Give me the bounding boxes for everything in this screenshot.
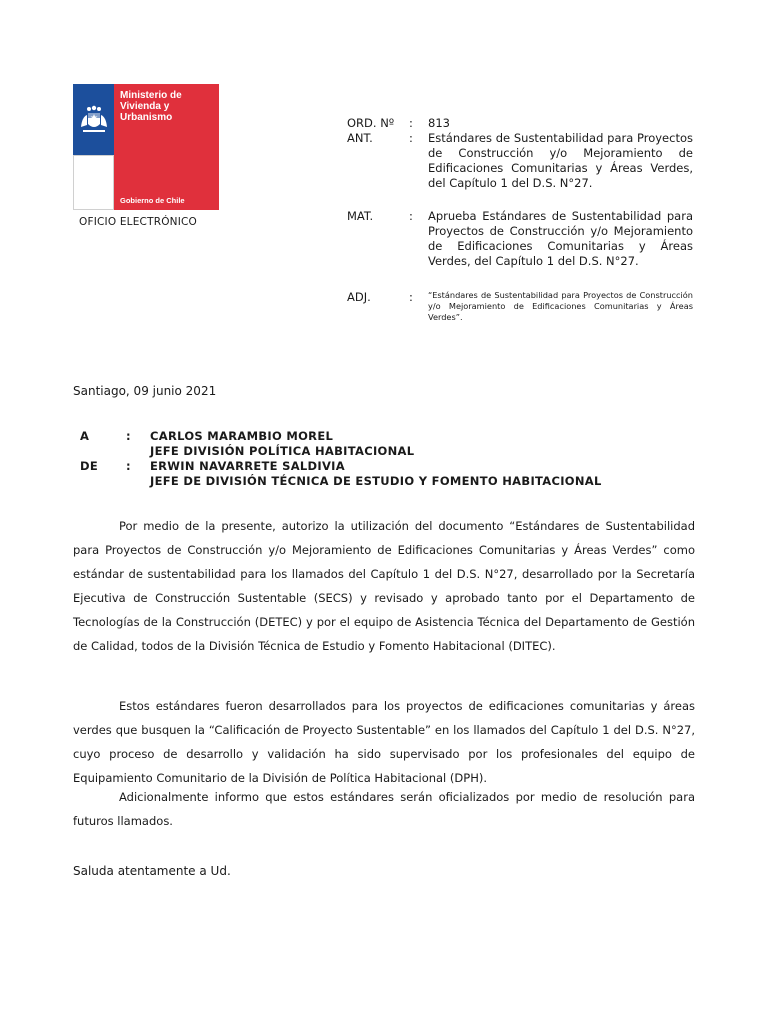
reference-separator: :	[409, 290, 413, 304]
reference-key: MAT.	[347, 209, 374, 223]
logo-blue-block	[73, 84, 114, 155]
document-type-label: OFICIO ELECTRÓNICO	[79, 216, 198, 228]
reference-key: ANT.	[347, 131, 373, 145]
logo-government-name: Gobierno de Chile	[120, 196, 185, 205]
addressee-key: A	[80, 429, 90, 443]
addressee-from	[80, 459, 602, 489]
reference-key: ADJ.	[347, 290, 371, 304]
addressee-role: JEFE DE DIVISIÓN TÉCNICA DE ESTUDIO Y FOMENTO HABITACIONAL	[150, 474, 602, 488]
chile-coat-of-arms-icon	[77, 105, 111, 135]
reference-key: ORD. Nº	[347, 116, 395, 130]
reference-separator: :	[409, 209, 413, 223]
ministry-logo	[73, 84, 219, 210]
body-paragraph	[73, 694, 695, 790]
logo-flag-column	[73, 84, 114, 210]
addressee-separator: :	[126, 429, 131, 443]
document-date: Santiago, 09 junio 2021	[73, 384, 217, 398]
body-paragraph	[73, 514, 695, 658]
body-paragraph	[73, 785, 695, 833]
addressee-key: DE	[80, 459, 99, 473]
reference-value: Estándares de Sustentabilidad para Proyectos de Construcción y/o Mejoramiento de Edificaciones Comunitarias y Áreas Verdes, del Capítulo 1 del D.S. N°27.	[428, 131, 693, 190]
reference-mat	[347, 209, 693, 269]
logo-red-block	[114, 84, 219, 210]
reference-separator: :	[409, 116, 413, 130]
addressee-name: ERWIN NAVARRETE SALDIVIA	[150, 459, 345, 473]
body-paragraph-text: Estos estándares fueron desarrollados para los proyectos de edificaciones comunitarias y áreas verdes que busquen la “Calificación de Proyecto Sustentable” en los llamados del Capítulo 1 del D.S. N°27, cuyo proceso de desarrollo y validación ha sido supervisado por los profesionales del equipo de Equipamiento Comunitario de la División de Política Habitacional (DPH).	[73, 699, 695, 785]
reference-value: “Estándares de Sustentabilidad para Proyectos de Construcción y/o Mejoramiento de Edificaciones Comunitarias y Áreas Verdes”.	[428, 290, 693, 322]
reference-ord	[347, 116, 693, 131]
logo-ministry-name: Ministerio de Vivienda y Urbanismo	[120, 90, 182, 123]
body-paragraph-text: Adicionalmente informo que estos estándares serán oficializados por medio de resolución para futuros llamados.	[73, 790, 695, 828]
closing-salutation: Saluda atentamente a Ud.	[73, 864, 231, 878]
reference-value: 813	[428, 116, 450, 130]
logo-white-block	[73, 155, 114, 210]
addressee-name: CARLOS MARAMBIO MOREL	[150, 429, 334, 443]
addressee-role: JEFE DIVISIÓN POLÍTICA HABITACIONAL	[150, 444, 415, 458]
addressee-separator: :	[126, 459, 131, 473]
addressee-to	[80, 429, 414, 459]
reference-separator: :	[409, 131, 413, 145]
reference-value: Aprueba Estándares de Sustentabilidad para Proyectos de Construcción y/o Mejoramiento de Edificaciones Comunitarias y Áreas Verdes, del Capítulo 1 del D.S. N°27.	[428, 209, 693, 268]
reference-adj	[347, 290, 693, 323]
reference-ant	[347, 131, 693, 191]
body-paragraph-text: Por medio de la presente, autorizo la utilización del documento “Estándares de Sustentabilidad para Proyectos de Construcción y/o Mejoramiento de Edificaciones Comunitarias y Áreas Verdes” como estándar de sustentabilidad para los llamados del Capítulo 1 del D.S. N°27, desarrollado por la Secretaría Ejecutiva de Construcción Sustentable (SECS) y revisado y aprobado tanto por el Departamento de Tecnologías de la Construcción (DETEC) y por el equipo de Asistencia Técnica del Departamento de Gestión de Calidad, todos de la División Técnica de Estudio y Fomento Habitacional (DITEC).	[73, 519, 695, 653]
